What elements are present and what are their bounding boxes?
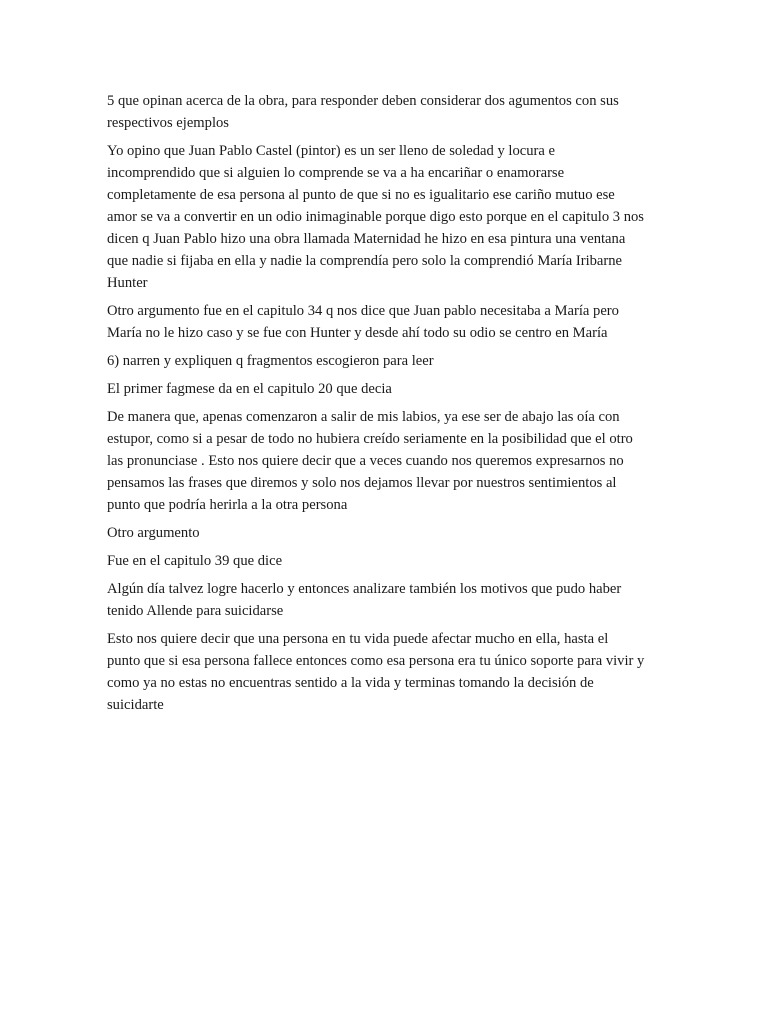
paragraph-first-fragment-intro: El primer fagmese da en el capitulo 20 que decia	[107, 381, 392, 397]
paragraph-other-argument: Otro argumento	[107, 525, 200, 541]
paragraph-question-6: 6) narren y expliquen q fragmentos escogieron para leer	[107, 353, 434, 369]
paragraph-second-argument: Otro argumento fue en el capitulo 34 q nos dice que Juan pablo necesitaba a María pero María no le hizo caso y se fue con Hunter y desde ahí todo su odio se centro en María	[107, 303, 619, 341]
paragraph-second-fragment-intro: Fue en el capitulo 39 que dice	[107, 553, 283, 569]
paragraph-first-fragment: De manera que, apenas comenzaron a salir de mis labios, ya ese ser de abajo las oía con estupor, como si a pesar de todo no hubiera creído seriamente en la posibilidad que el otro las pronunciase . Esto nos quiere decir que a veces cuando nos queremos expresarnos no pensamos las frases que diremos y solo nos dejamos llevar por nuestros sentimientos al punto que podría herirla a la otra persona	[107, 409, 633, 513]
paragraph-opinion: Yo opino que Juan Pablo Castel (pintor) es un ser lleno de soledad y locura e incomprendido que si alguien lo comprende se va a ha encariñar o enamorarse completamente de esa persona al punto de que si no es igualitario ese cariño mutuo ese amor se va a convertir en un odio inimaginable porque digo esto porque en el capitulo 3 nos dicen q Juan Pablo hizo una obra llamada Maternidad he hizo en esa pintura una ventana que nadie si fijaba en ella y nadie la comprendía pero solo la comprendió María Iribarne Hunter	[107, 143, 644, 291]
paragraph-question-5: 5 que opinan acerca de la obra, para responder deben considerar dos agumentos con sus respectivos ejemplos	[107, 93, 619, 131]
paragraph-conclusion: Esto nos quiere decir que una persona en tu vida puede afectar mucho en ella, hasta el punto que si esa persona fallece entonces como esa persona era tu único soporte para vivir y como ya no estas no encuentras sentido a la vida y terminas tomando la decisión de suicidarte	[107, 631, 645, 713]
paragraph-second-fragment: Algún día talvez logre hacerlo y entonces analizare también los motivos que pudo haber tenido Allende para suicidarse	[107, 581, 622, 619]
document-body	[107, 90, 679, 722]
